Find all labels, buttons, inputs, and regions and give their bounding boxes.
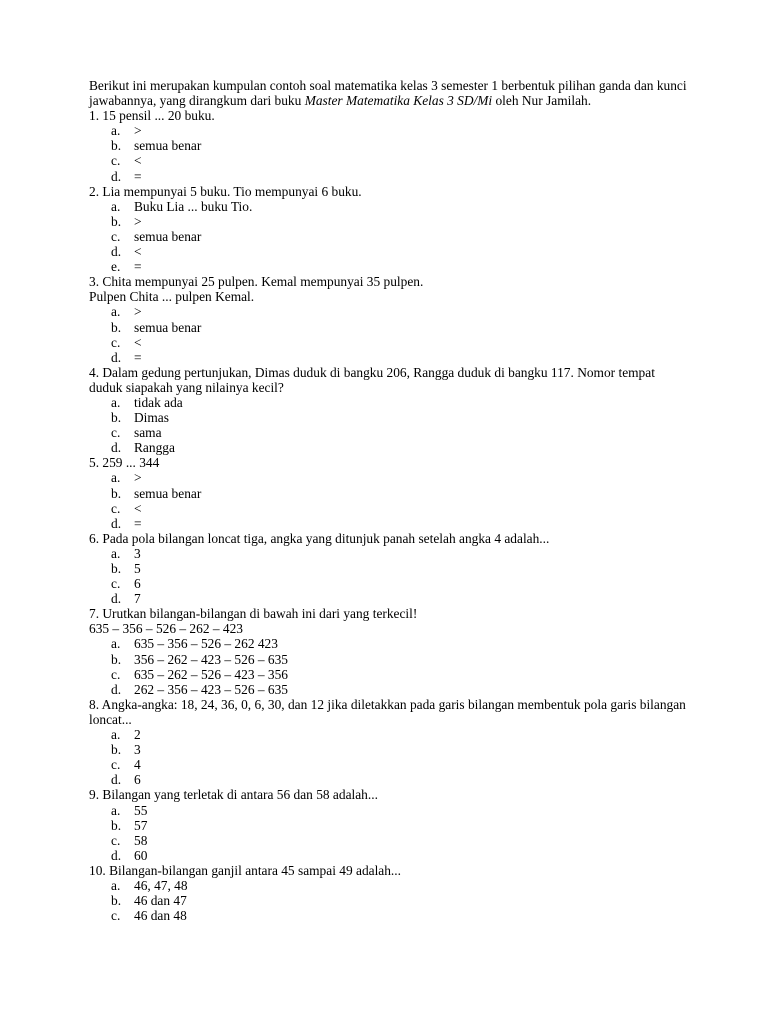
option-letter: a.	[111, 304, 121, 320]
answer-option	[89, 636, 689, 651]
option-text: 7	[134, 591, 141, 607]
answer-option	[89, 516, 689, 531]
answer-option	[89, 440, 689, 455]
option-letter: c.	[111, 832, 121, 848]
answer-option	[89, 908, 689, 923]
option-text: 635 – 262 – 526 – 423 – 356	[134, 666, 288, 682]
option-text: =	[134, 259, 142, 275]
option-text: >	[134, 123, 142, 139]
option-text: 5	[134, 561, 141, 576]
option-text: =	[134, 349, 142, 365]
option-text: Dimas	[134, 410, 169, 426]
question-text: Pulpen Chita ... pulpen Kemal.	[89, 289, 255, 305]
question-5	[89, 455, 689, 530]
option-text: =	[134, 168, 142, 184]
answer-option	[89, 486, 689, 501]
option-text: semua benar	[134, 485, 202, 501]
option-letter: c.	[111, 425, 121, 441]
option-text: 46 dan 47	[134, 893, 187, 909]
answer-option	[89, 214, 689, 229]
option-letter: b.	[111, 485, 122, 501]
answer-option	[89, 727, 689, 742]
answer-option	[89, 878, 689, 893]
option-text: semua benar	[134, 138, 202, 154]
option-letter: d.	[111, 349, 122, 365]
option-letter: d.	[111, 515, 122, 531]
option-letter: d.	[111, 168, 122, 184]
option-text: semua benar	[134, 228, 202, 244]
option-letter: c.	[111, 757, 121, 773]
option-text: 4	[134, 757, 141, 773]
answer-option	[89, 138, 689, 153]
answer-option	[89, 244, 689, 259]
option-text: 356 – 262 – 423 – 526 – 635	[134, 651, 288, 667]
answer-option	[89, 410, 689, 425]
question-text: 1. 15 pensil ... 20 buku.	[89, 108, 215, 124]
option-letter: b.	[111, 651, 122, 667]
question-text: 6. Pada pola bilangan loncat tiga, angka yang ditunjuk panah setelah angka 4 adalah...	[89, 530, 550, 546]
option-letter: b.	[111, 893, 122, 909]
question-text: 635 – 356 – 526 – 262 – 423	[89, 621, 243, 637]
option-text: =	[134, 515, 142, 531]
option-text: 46, 47, 48	[134, 877, 188, 893]
answer-option	[89, 546, 689, 561]
document-page	[89, 78, 689, 923]
option-list	[89, 803, 689, 863]
option-letter: b.	[111, 742, 122, 758]
option-letter: a.	[111, 877, 121, 893]
option-letter: c.	[111, 228, 121, 244]
question-text: 10. Bilangan-bilangan ganjil antara 45 sampai 49 adalah...	[89, 862, 401, 878]
option-list	[89, 878, 689, 923]
answer-option	[89, 803, 689, 818]
answer-option	[89, 742, 689, 757]
question-6	[89, 531, 689, 606]
option-letter: a.	[111, 394, 121, 410]
answer-option	[89, 123, 689, 138]
question-9	[89, 787, 689, 862]
option-list	[89, 546, 689, 606]
answer-option	[89, 259, 689, 274]
question-text: 8. Angka-angka: 18, 24, 36, 0, 6, 30, dan 12 jika diletakkan pada garis bilangan membentuk pola garis bilangan loncat...	[89, 696, 686, 727]
option-text: 57	[134, 817, 148, 833]
option-text: <	[134, 500, 142, 516]
question-8	[89, 697, 689, 788]
answer-option	[89, 561, 689, 576]
question-text: 7. Urutkan bilangan-bilangan di bawah ini dari yang terkecil!	[89, 606, 418, 622]
option-text: Buku Lia ... buku Tio.	[134, 198, 253, 214]
option-list	[89, 395, 689, 455]
answer-option	[89, 833, 689, 848]
question-3	[89, 274, 689, 365]
answer-option	[89, 682, 689, 697]
option-list	[89, 304, 689, 364]
question-text: 9. Bilangan yang terletak di antara 56 dan 58 adalah...	[89, 787, 378, 803]
option-letter: d.	[111, 440, 122, 456]
option-letter: a.	[111, 123, 121, 139]
option-letter: c.	[111, 666, 121, 682]
option-letter: b.	[111, 561, 122, 576]
option-text: 2	[134, 727, 141, 743]
option-text: 3	[134, 545, 141, 561]
option-letter: a.	[111, 545, 121, 561]
option-text: Rangga	[134, 440, 175, 456]
answer-option	[89, 169, 689, 184]
answer-option	[89, 652, 689, 667]
option-text: <	[134, 153, 142, 169]
option-text: semua benar	[134, 319, 202, 335]
option-list	[89, 727, 689, 787]
option-text: 635 – 356 – 526 – 262 423	[134, 636, 278, 652]
answer-option	[89, 304, 689, 319]
option-text: tidak ada	[134, 394, 183, 410]
option-letter: b.	[111, 817, 122, 833]
option-text: 55	[134, 802, 148, 818]
option-letter: c.	[111, 500, 121, 516]
question-10	[89, 863, 689, 923]
answer-option	[89, 576, 689, 591]
question-list	[89, 108, 689, 923]
answer-option	[89, 153, 689, 168]
answer-option	[89, 591, 689, 606]
option-letter: b.	[111, 410, 122, 426]
answer-option	[89, 395, 689, 410]
answer-option	[89, 335, 689, 350]
answer-option	[89, 772, 689, 787]
option-text: >	[134, 470, 142, 486]
option-letter: a.	[111, 198, 121, 214]
option-letter: d.	[111, 591, 122, 607]
answer-option	[89, 229, 689, 244]
intro-text-end: oleh Nur Jamilah.	[492, 93, 592, 109]
question-7	[89, 606, 689, 697]
option-text: <	[134, 334, 142, 350]
option-letter: d.	[111, 681, 122, 697]
option-letter: e.	[111, 259, 121, 275]
option-letter: a.	[111, 470, 121, 486]
question-text: 3. Chita mempunyai 25 pulpen. Kemal mempunyai 35 pulpen.	[89, 274, 424, 290]
option-letter: d.	[111, 772, 122, 788]
answer-option	[89, 199, 689, 214]
option-letter: b.	[111, 319, 122, 335]
answer-option	[89, 350, 689, 365]
option-letter: c.	[111, 334, 121, 350]
answer-option	[89, 818, 689, 833]
question-text: 2. Lia mempunyai 5 buku. Tio mempunyai 6 buku.	[89, 183, 362, 199]
question-4	[89, 365, 689, 456]
option-letter: c.	[111, 908, 121, 924]
option-text: 6	[134, 772, 141, 788]
option-text: 58	[134, 832, 148, 848]
option-text: 6	[134, 576, 141, 592]
option-letter: a.	[111, 727, 121, 743]
intro-paragraph	[89, 78, 689, 108]
option-letter: a.	[111, 802, 121, 818]
option-letter: c.	[111, 576, 121, 592]
question-1	[89, 108, 689, 183]
option-letter: b.	[111, 213, 122, 229]
answer-option	[89, 757, 689, 772]
option-letter: a.	[111, 636, 121, 652]
option-letter: b.	[111, 138, 122, 154]
option-text: 46 dan 48	[134, 908, 187, 924]
answer-option	[89, 667, 689, 682]
answer-option	[89, 893, 689, 908]
option-text: sama	[134, 425, 162, 441]
answer-option	[89, 320, 689, 335]
option-text: 262 – 356 – 423 – 526 – 635	[134, 681, 288, 697]
question-text: 4. Dalam gedung pertunjukan, Dimas duduk di bangku 206, Rangga duduk di bangku 117. Nomor tempat duduk siapakah yang nilainya kecil?	[89, 364, 655, 395]
option-text: 60	[134, 847, 148, 863]
option-letter: c.	[111, 153, 121, 169]
answer-option	[89, 425, 689, 440]
answer-option	[89, 848, 689, 863]
option-letter: d.	[111, 847, 122, 863]
option-text: <	[134, 244, 142, 260]
question-text: 5. 259 ... 344	[89, 455, 160, 471]
option-text: >	[134, 304, 142, 320]
question-2	[89, 184, 689, 275]
option-list	[89, 636, 689, 696]
answer-option	[89, 501, 689, 516]
option-letter: d.	[111, 244, 122, 260]
book-title: Master Matematika Kelas 3 SD/Mi	[304, 93, 493, 109]
option-text: >	[134, 213, 142, 229]
option-text: 3	[134, 742, 141, 758]
option-list	[89, 199, 689, 274]
intro-text: Berikut ini merupakan kumpulan contoh soal matematika kelas 3 semester 1 berbentuk pilihan ganda dan kunci jawabannya, yang dirangkum dari buku	[89, 78, 687, 109]
option-list	[89, 123, 689, 183]
option-list	[89, 470, 689, 530]
answer-option	[89, 470, 689, 485]
